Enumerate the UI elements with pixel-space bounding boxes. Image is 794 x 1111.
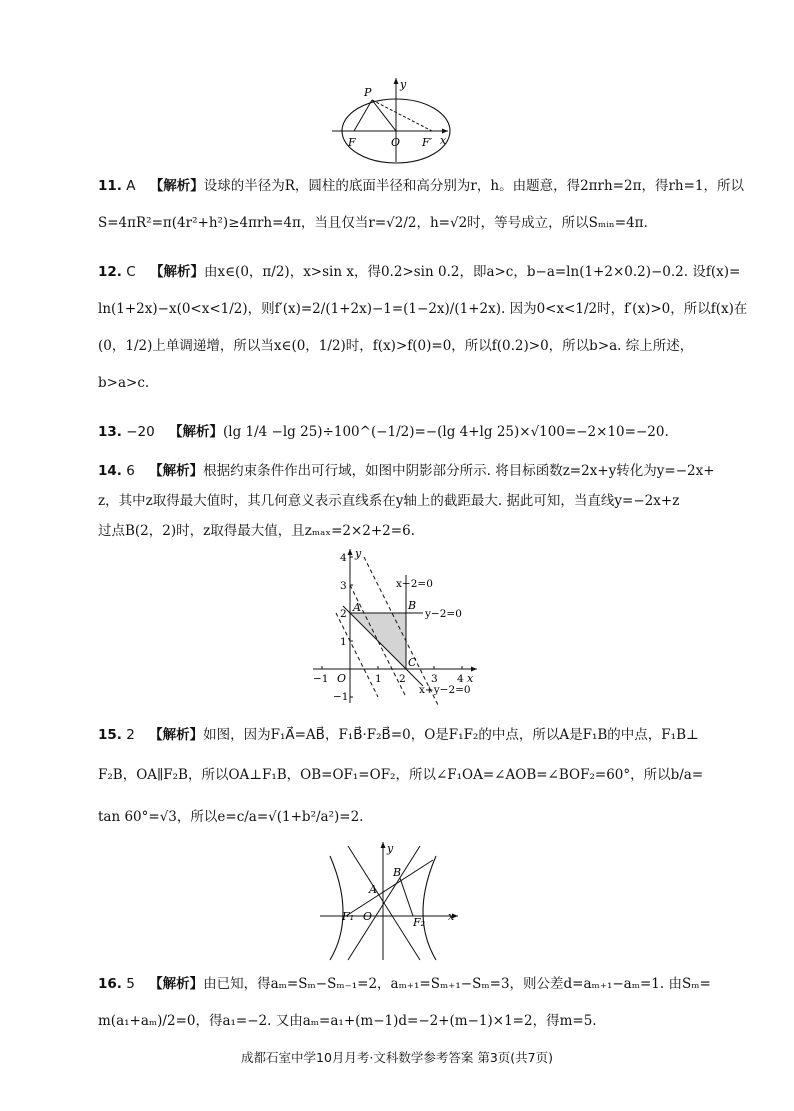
y-axis-arrow	[348, 549, 353, 555]
q16-answer: 5	[126, 976, 135, 992]
q15-line-3	[98, 796, 708, 838]
q15-text-2: F₂B，OA∥F₂B，所以OA⊥F₁B，OB=OF₁=OF₂，所以∠F₁OA=∠AOB=∠BOF₂=60°，所以b/a=	[98, 767, 704, 783]
q13-answer: −20	[126, 424, 155, 440]
question-13	[98, 414, 708, 451]
label-x: x	[440, 134, 447, 147]
line-label-y-eq-2: y−2=0	[425, 608, 462, 620]
q12-text-3: (0，1/2)上单调递增，所以当x∈(0，1/2)时，f(x)>f(0)=0，所以f(0.2)>0，所以b>a. 综上所述，	[98, 338, 694, 354]
q12-line-3	[98, 328, 708, 365]
q12-number: 12.	[98, 264, 122, 280]
q15-text-3: tan 60°=√3，所以e=c/a=√(1+b²/a²)=2.	[98, 809, 364, 825]
q14-answer: 6	[126, 463, 135, 479]
q11-tag: 【解析】	[149, 178, 204, 194]
label-x: x	[448, 910, 455, 923]
y-axis-arrow	[381, 842, 386, 848]
line-f2-b	[400, 878, 413, 916]
q14-tag: 【解析】	[149, 463, 204, 479]
hyperbola-figure	[318, 838, 468, 964]
feasible-region-figure	[305, 545, 485, 705]
label-f2: F₂	[413, 916, 426, 929]
q16-number: 16.	[98, 976, 122, 992]
q15-tag: 【解析】	[149, 727, 204, 743]
x-tick-label: 4	[457, 673, 464, 685]
q13-line-1	[98, 414, 708, 451]
label-c: C	[408, 656, 417, 669]
question-16	[98, 966, 711, 1040]
label-b: B	[393, 866, 402, 879]
label-p: P	[364, 86, 372, 99]
question-11	[98, 168, 745, 242]
q14-text-2: z，其中z取得最大值时，其几何意义表示直线系在y轴上的截距最大. 据此可知，当直线y=−2x+z	[98, 493, 680, 509]
label-a: A	[353, 601, 361, 614]
label-y: y	[355, 547, 362, 560]
line-label-x-plus-y-eq-2: x+y−2=0	[419, 684, 471, 696]
segment-pf	[354, 100, 372, 131]
q11-text-2: S=4πR²=π(4r²+h²)≥4πrh=4π，当且仅当r=√2/2，h=√2时，等号成立，所以Sₘᵢₙ=4π.	[98, 215, 648, 231]
label-x: x	[467, 672, 474, 685]
q12-text-4: b>a>c.	[98, 375, 150, 391]
x-tick-label: −1	[313, 673, 329, 685]
q11-line-2	[98, 205, 708, 242]
q15-line-2	[98, 754, 708, 796]
q15-answer: 2	[126, 727, 135, 743]
q12-line-4	[98, 365, 708, 402]
q14-text-3: 过点B(2，2)时，z取得最大值，且zₘₐₓ=2×2+2=6.	[98, 523, 415, 539]
x-axis-arrow	[471, 667, 477, 672]
label-b: B	[408, 599, 417, 612]
label-a: A	[369, 883, 377, 896]
q12-answer: C	[126, 264, 136, 280]
segment-po	[372, 100, 396, 131]
q12-line-1	[98, 254, 741, 291]
hyperbola-left-branch	[330, 856, 343, 960]
label-o: O	[363, 910, 373, 923]
q15-line-1	[98, 716, 708, 754]
label-o: O	[337, 672, 347, 685]
q14-line-3	[98, 516, 708, 546]
q14-line-1	[98, 456, 715, 486]
segment-pf2-dashed	[372, 100, 432, 131]
y-tick-label: 3	[340, 580, 347, 592]
ellipse-figure	[330, 74, 460, 164]
q16-tag: 【解析】	[149, 976, 204, 992]
q11-text-1: 设球的半径为R，圆柱的底面半径和高分别为r，h。由题意，得2πrh=2π，得rh=1，所以	[203, 178, 745, 194]
q14-number: 14.	[98, 463, 122, 479]
q13-number: 13.	[98, 424, 122, 440]
y-tick-label: 2	[340, 608, 347, 620]
q16-line-2	[98, 1003, 708, 1040]
q11-line-1	[98, 168, 745, 205]
q11-answer: A	[126, 178, 136, 194]
label-y: y	[400, 78, 407, 91]
question-15	[98, 716, 708, 838]
line-f1-b	[346, 860, 433, 916]
question-12	[98, 254, 748, 402]
label-f2: F′	[422, 136, 433, 149]
y-axis-arrow	[394, 78, 399, 84]
label-o: O	[391, 136, 401, 149]
y-tick-label: −1	[333, 691, 349, 703]
label-y: y	[387, 842, 394, 855]
y-tick-label: 1	[340, 636, 347, 648]
x-tick-label: 2	[399, 673, 406, 685]
q11-number: 11.	[98, 178, 122, 194]
page-footer: 成都石室中学10月月考·文科数学参考答案 第3页(共7页)	[240, 1050, 553, 1065]
q13-tag: 【解析】	[169, 424, 224, 440]
q14-line-2	[98, 486, 708, 516]
hyperbola-right-branch	[423, 856, 436, 960]
x-tick-label: 1	[375, 673, 382, 685]
x-axis-arrow	[442, 129, 448, 134]
q14-text-1: 根据约束条件作出可行域，如图中阴影部分所示. 将目标函数z=2x+y转化为y=−2x+	[203, 463, 715, 479]
q12-text-2: ln(1+2x)−x(0<x<1/2)，则f′(x)=2/(1+2x)−1=(1−2x)/(1+2x). 因为0<x<1/2时，f′(x)>0，所以f(x)在	[98, 301, 748, 317]
x-tick-label: 3	[431, 673, 438, 685]
q15-text-1: 如图，因为F₁A⃗=AB⃗，F₁B⃗·F₂B⃗=0，O是F₁F₂的中点，所以A是F₁B的中点，F₁B⊥	[203, 727, 699, 743]
label-f1: F₁	[342, 910, 355, 923]
q16-text-1: 由已知，得aₘ=Sₘ−Sₘ₋₁=2，aₘ₊₁=Sₘ₊₁−Sₘ=3，则公差d=aₘ₊₁−aₘ=1. 由Sₘ=	[203, 976, 711, 992]
q13-text-1: (lg 1/4 −lg 25)÷100^(−1/2)=−(lg 4+lg 25)×√100=−2×10=−20.	[223, 424, 669, 440]
line-label-x-eq-2: x−2=0	[396, 578, 433, 590]
q15-number: 15.	[98, 727, 122, 743]
q16-text-2: m(a₁+aₘ)/2=0，得a₁=−2. 又由aₘ=a₁+(m−1)d=−2+(m−1)×1=2，得m=5.	[98, 1013, 597, 1029]
y-tick-label: 4	[340, 552, 347, 564]
label-f: F	[348, 136, 356, 149]
q12-line-2	[98, 291, 748, 328]
q16-line-1	[98, 966, 711, 1003]
question-14	[98, 456, 715, 546]
q12-text-1: 由x∈(0，π/2)，x>sin x，得0.2>sin 0.2，即a>c，b−a=ln(1+2×0.2)−0.2. 设f(x)=	[203, 264, 741, 280]
q12-tag: 【解析】	[149, 264, 204, 280]
